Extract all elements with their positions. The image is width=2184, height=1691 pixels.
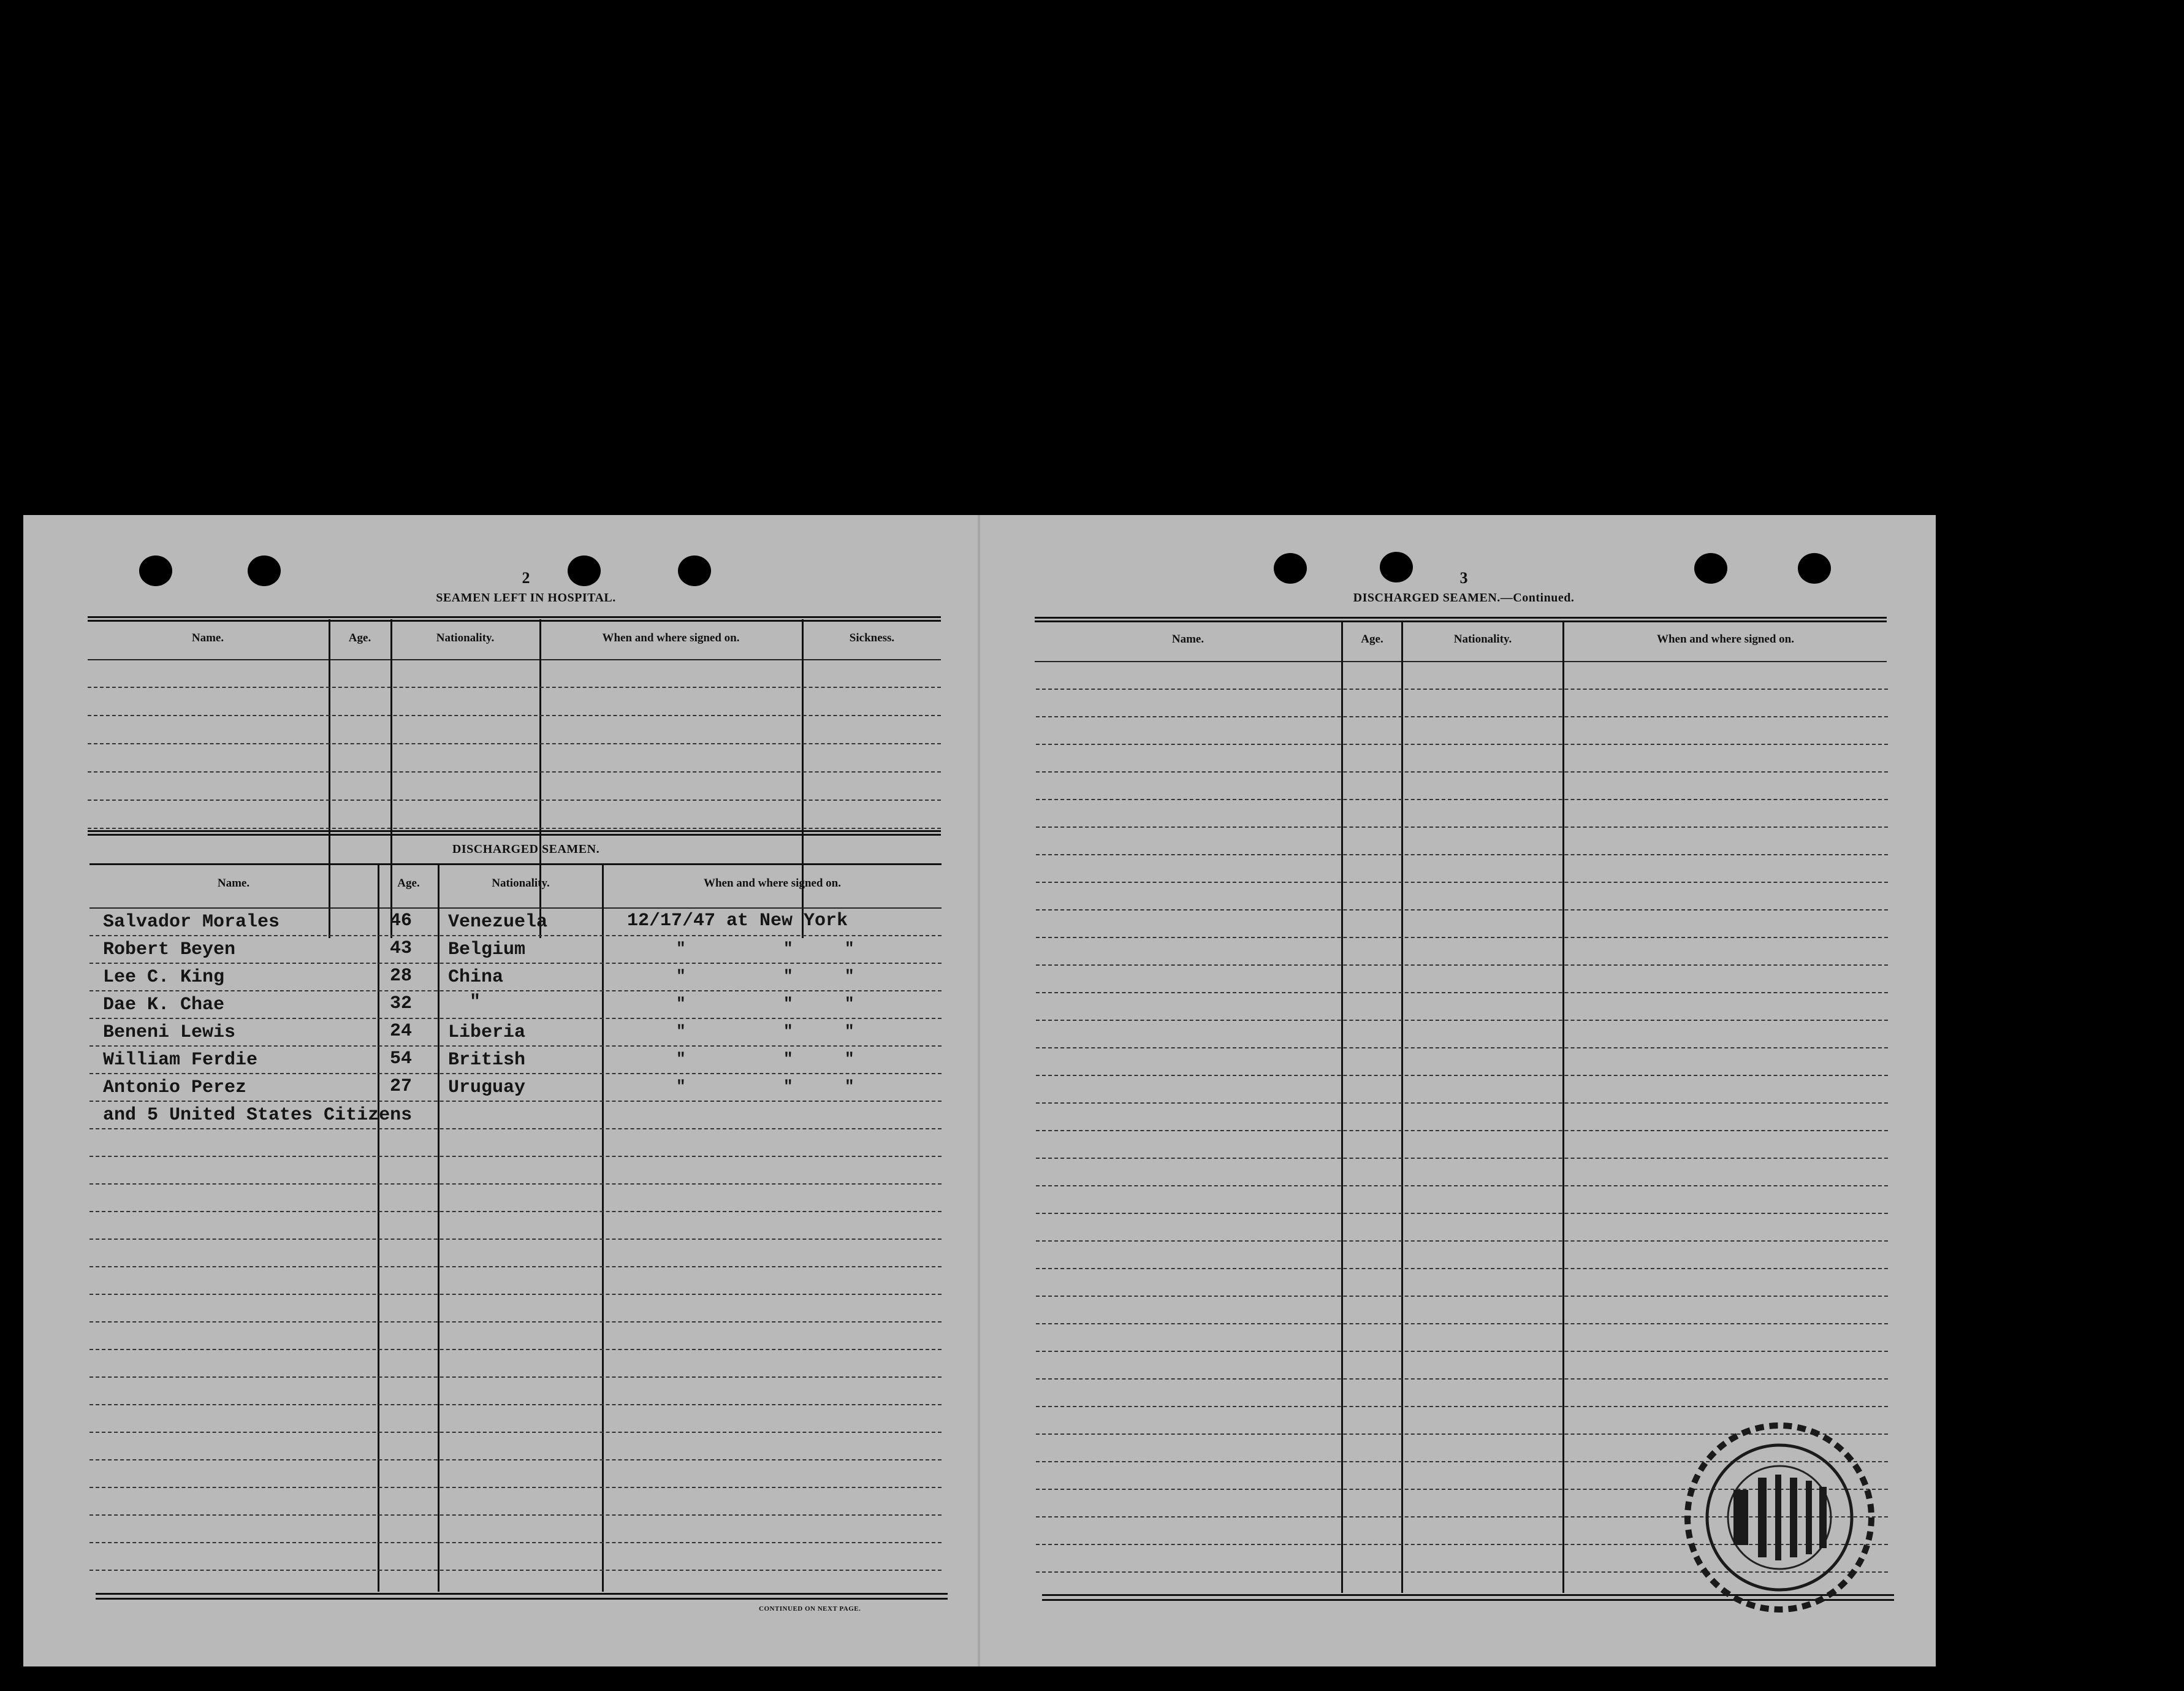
row-rule bbox=[1036, 1020, 1888, 1021]
punch-hole-icon bbox=[568, 555, 601, 586]
row-rule bbox=[89, 990, 942, 991]
column-divider bbox=[329, 619, 330, 938]
row-rule bbox=[1036, 909, 1888, 910]
row-rule bbox=[89, 1128, 942, 1129]
row-rule bbox=[89, 1376, 942, 1378]
row-rule bbox=[1036, 826, 1888, 828]
row-rule bbox=[1036, 1213, 1888, 1214]
row-rule bbox=[1036, 1102, 1888, 1104]
ditto-mark: " bbox=[783, 939, 793, 958]
punch-hole-icon bbox=[1380, 552, 1413, 582]
table-rule bbox=[88, 830, 941, 836]
ditto-mark: " bbox=[783, 1022, 793, 1040]
column-divider bbox=[539, 619, 541, 938]
row-rule bbox=[89, 1321, 942, 1323]
row-rule bbox=[89, 1542, 942, 1543]
row-rule bbox=[1036, 744, 1888, 745]
table-bottom-rule bbox=[96, 1593, 948, 1595]
row-rule bbox=[1036, 1047, 1888, 1048]
seaman-nationality: Liberia bbox=[448, 1022, 526, 1043]
row-rule bbox=[89, 1101, 942, 1102]
seaman-name: Antonio Perez bbox=[103, 1077, 247, 1098]
punch-hole-icon bbox=[678, 555, 711, 586]
table-rule bbox=[1035, 617, 1887, 622]
discharged-section-title: DISCHARGED SEAMEN. bbox=[452, 842, 600, 856]
seaman-name: Lee C. King bbox=[103, 967, 225, 988]
column-divider bbox=[438, 865, 439, 1592]
row-rule bbox=[1036, 964, 1888, 966]
seaman-age: 32 bbox=[390, 993, 413, 1014]
ditto-mark: " bbox=[783, 1077, 793, 1096]
row-rule bbox=[89, 1294, 942, 1295]
seaman-nationality: Venezuela bbox=[448, 912, 548, 933]
ditto-mark: " bbox=[845, 1077, 854, 1096]
united-states-citizens-note: and 5 United States Citizens bbox=[103, 1105, 413, 1126]
ditto-mark: " bbox=[676, 994, 686, 1013]
row-rule bbox=[89, 1459, 942, 1460]
document-sheet bbox=[23, 515, 1936, 1666]
seaman-age: 46 bbox=[390, 910, 413, 931]
page-number: 3 bbox=[1459, 569, 1468, 587]
column-divider bbox=[390, 619, 392, 938]
row-rule bbox=[1036, 1378, 1888, 1380]
row-rule bbox=[89, 1514, 942, 1516]
seaman-name: Dae K. Chae bbox=[103, 994, 225, 1015]
ditto-mark: " bbox=[845, 967, 854, 985]
ditto-mark: " bbox=[783, 1050, 793, 1068]
column-divider bbox=[802, 619, 804, 938]
table-bottom-rule bbox=[96, 1598, 948, 1600]
ditto-mark: " bbox=[676, 1022, 686, 1040]
header-rule bbox=[1035, 661, 1887, 662]
row-rule bbox=[1036, 1406, 1888, 1407]
row-rule bbox=[89, 1266, 942, 1267]
seaman-nationality: Uruguay bbox=[448, 1077, 526, 1098]
page-number: 2 bbox=[522, 569, 530, 587]
row-rule bbox=[89, 1045, 942, 1047]
punch-hole-icon bbox=[248, 555, 281, 586]
row-rule bbox=[1036, 882, 1888, 883]
row-rule bbox=[88, 687, 941, 688]
ditto-mark: " bbox=[845, 1022, 854, 1040]
row-rule bbox=[89, 1432, 942, 1433]
header-rule bbox=[88, 659, 941, 660]
header-signed-on: When and where signed on. bbox=[1656, 633, 1794, 646]
header-signed-on: When and where signed on. bbox=[703, 877, 841, 890]
seaman-nationality: " bbox=[470, 992, 481, 1013]
header-name: Name. bbox=[191, 632, 224, 644]
header-age: Age. bbox=[397, 877, 420, 890]
ditto-mark: " bbox=[783, 967, 793, 985]
row-rule bbox=[1036, 854, 1888, 855]
row-rule bbox=[1036, 937, 1888, 938]
row-rule bbox=[1036, 1351, 1888, 1352]
column-divider bbox=[1341, 620, 1343, 1593]
column-divider bbox=[1401, 620, 1403, 1593]
row-rule bbox=[89, 935, 942, 936]
punch-hole-icon bbox=[1274, 553, 1307, 584]
ditto-mark: " bbox=[845, 1050, 854, 1068]
row-rule bbox=[1036, 716, 1888, 717]
ditto-mark: " bbox=[676, 1077, 686, 1096]
header-nationality: Nationality. bbox=[436, 632, 495, 644]
seaman-age: 27 bbox=[390, 1076, 413, 1097]
row-rule bbox=[89, 963, 942, 964]
seaman-name: Salvador Morales bbox=[103, 912, 280, 933]
header-nationality: Nationality. bbox=[492, 877, 550, 890]
ditto-mark: " bbox=[676, 967, 686, 985]
row-rule bbox=[89, 1487, 942, 1488]
row-rule bbox=[89, 1349, 942, 1350]
row-rule bbox=[1036, 1268, 1888, 1269]
seaman-name: Beneni Lewis bbox=[103, 1022, 236, 1043]
hospital-section-title: SEAMEN LEFT IN HOSPITAL. bbox=[436, 591, 616, 605]
row-rule bbox=[1036, 992, 1888, 993]
seaman-name: William Ferdie bbox=[103, 1050, 258, 1071]
header-name: Name. bbox=[217, 877, 250, 890]
row-rule bbox=[1036, 1296, 1888, 1297]
ditto-mark: " bbox=[845, 939, 854, 958]
seaman-age: 24 bbox=[390, 1021, 413, 1042]
punch-hole-icon bbox=[139, 555, 172, 586]
row-rule bbox=[89, 1404, 942, 1405]
seaman-age: 54 bbox=[390, 1048, 413, 1069]
header-name: Name. bbox=[1171, 633, 1204, 646]
column-divider bbox=[1562, 620, 1564, 1593]
continued-footer: CONTINUED ON NEXT PAGE. bbox=[759, 1605, 861, 1613]
ditto-mark: " bbox=[845, 994, 854, 1013]
seaman-nationality: British bbox=[448, 1050, 526, 1071]
header-signed-on: When and where signed on. bbox=[602, 632, 740, 644]
row-rule bbox=[89, 1183, 942, 1185]
discharged-continued-title: DISCHARGED SEAMEN.—Continued. bbox=[1353, 591, 1575, 605]
row-rule bbox=[89, 1018, 942, 1019]
row-rule bbox=[89, 1073, 942, 1074]
table-rule bbox=[88, 616, 941, 622]
column-divider bbox=[378, 865, 379, 1592]
ditto-mark: " bbox=[676, 1050, 686, 1068]
header-age: Age. bbox=[348, 632, 371, 644]
row-rule bbox=[1036, 1323, 1888, 1324]
row-rule bbox=[89, 1211, 942, 1212]
row-rule bbox=[1036, 799, 1888, 800]
seaman-name: Robert Beyen bbox=[103, 939, 236, 960]
row-rule bbox=[1036, 1158, 1888, 1159]
row-rule bbox=[1036, 1130, 1888, 1131]
row-rule bbox=[1036, 1075, 1888, 1076]
row-rule bbox=[88, 743, 941, 744]
header-age: Age. bbox=[1361, 633, 1383, 646]
page-fold bbox=[978, 515, 980, 1666]
row-rule bbox=[1036, 771, 1888, 773]
ditto-mark: " bbox=[676, 939, 686, 958]
seaman-age: 43 bbox=[390, 938, 413, 959]
row-rule bbox=[88, 771, 941, 773]
row-rule bbox=[88, 715, 941, 716]
ditto-mark: " bbox=[783, 994, 793, 1013]
row-rule bbox=[89, 1570, 942, 1571]
row-rule bbox=[1036, 1240, 1888, 1242]
column-divider bbox=[602, 865, 604, 1592]
circular-postmark-stamp-icon bbox=[1672, 1410, 1887, 1625]
table-rule bbox=[89, 863, 942, 865]
header-rule bbox=[89, 907, 942, 909]
punch-hole-icon bbox=[1694, 553, 1727, 584]
row-rule bbox=[88, 828, 941, 829]
row-rule bbox=[89, 1156, 942, 1157]
seaman-age: 28 bbox=[390, 966, 413, 987]
row-rule bbox=[1036, 1185, 1888, 1186]
row-rule bbox=[1036, 689, 1888, 690]
header-nationality: Nationality. bbox=[1453, 633, 1512, 646]
row-rule bbox=[89, 1239, 942, 1240]
seaman-signed-on: 12/17/47 at New York bbox=[627, 910, 848, 931]
seaman-nationality: Belgium bbox=[448, 939, 526, 960]
header-sickness: Sickness. bbox=[849, 632, 895, 644]
punch-hole-icon bbox=[1798, 553, 1831, 584]
row-rule bbox=[88, 800, 941, 801]
seaman-nationality: China bbox=[448, 967, 504, 988]
